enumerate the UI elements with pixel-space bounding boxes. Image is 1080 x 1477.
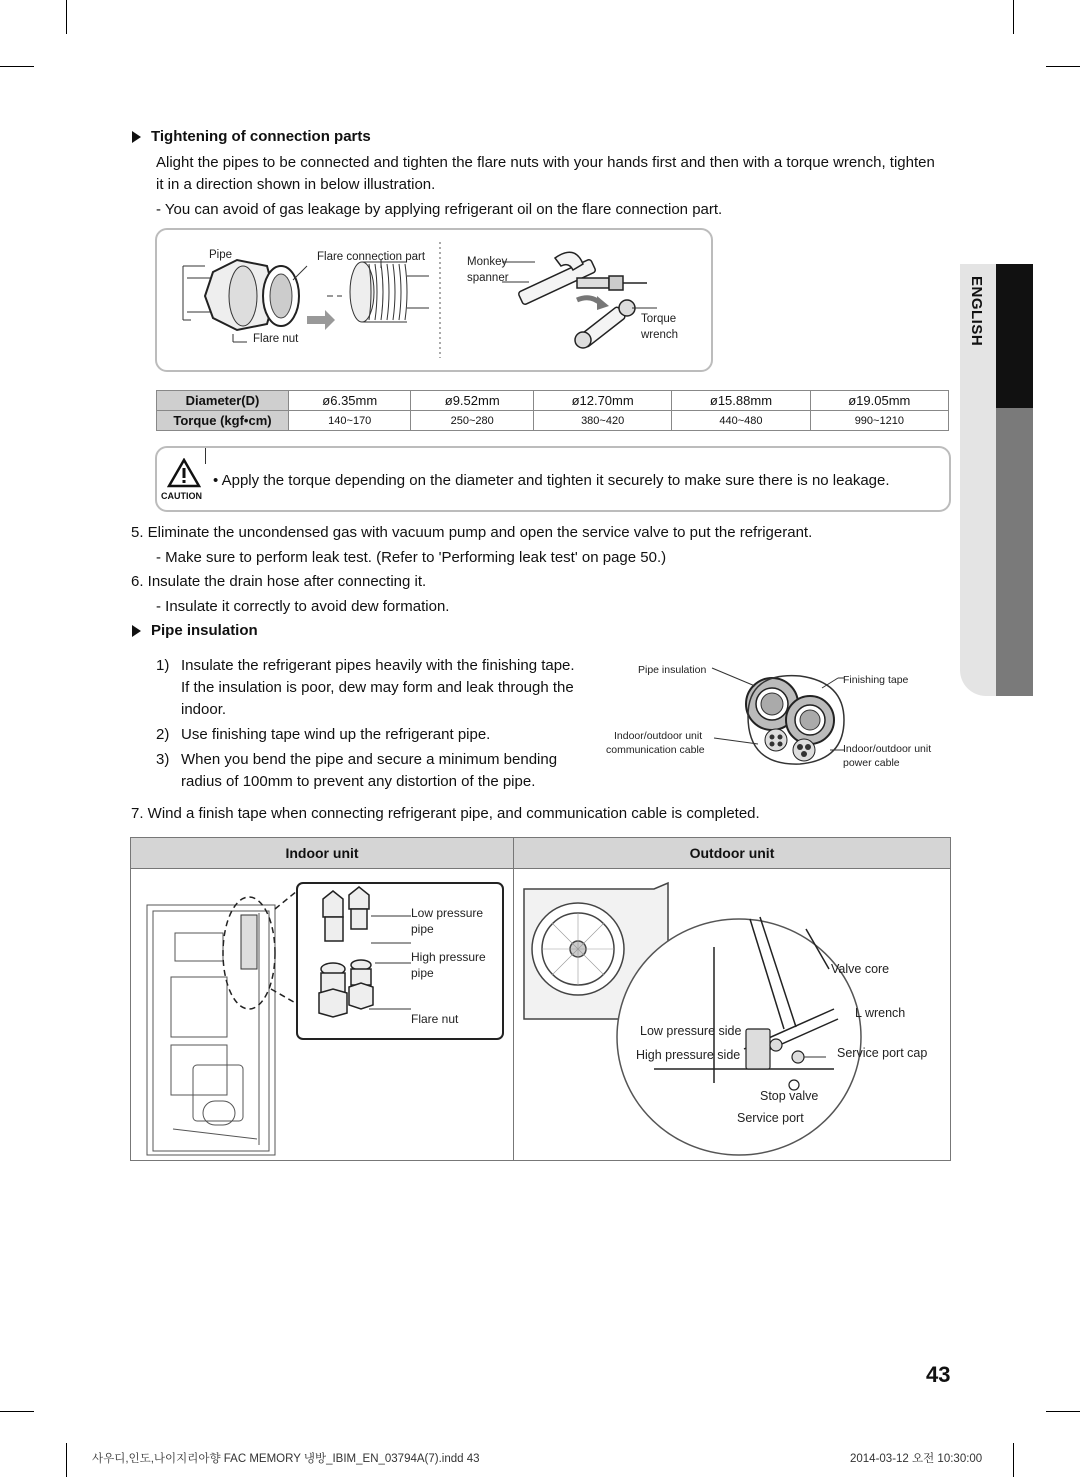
caution-text: • Apply the torque depending on the diameter and tighten it securely to make sure there is no leakage.: [213, 472, 890, 489]
label-comm-cable: Indoor/outdoor unit: [614, 730, 703, 742]
paragraph-line: it in a direction shown in below illustration.: [156, 176, 436, 193]
table-cell: ø19.05mm: [810, 391, 948, 411]
item-text: If the insulation is poor, dew may form and leak through the: [181, 679, 574, 696]
label-flare-nut: Flare nut: [253, 333, 299, 345]
table-cell: 990~1210: [810, 411, 948, 431]
label-high-pressure-side: High pressure side: [636, 1048, 741, 1062]
table-row: [157, 411, 949, 431]
label-finishing-tape: Finishing tape: [843, 674, 909, 686]
table-cell: ø12.70mm: [533, 391, 671, 411]
triangle-bullet-icon: [132, 131, 141, 143]
flare-diagram: [157, 230, 711, 370]
step-7: 7. Wind a finish tape when connecting refrigerant pipe, and communication cable is completed.: [131, 805, 760, 822]
section-heading: Pipe insulation: [132, 622, 258, 639]
label-flare-connection-part: Flare connection part: [317, 251, 426, 263]
crop-mark: [66, 0, 67, 34]
label-power-cable: Indoor/outdoor unit: [843, 743, 932, 755]
table-cell: ø9.52mm: [411, 391, 533, 411]
label-comm-cable: communication cable: [606, 744, 705, 756]
label-torque: Torque: [641, 313, 677, 325]
table-row: [157, 391, 949, 411]
item-number: 2): [156, 726, 170, 743]
item-text: radius of 100mm to prevent any distortion of the pipe.: [181, 773, 536, 790]
label-service-port: Service port: [737, 1111, 804, 1125]
item-text: Insulate the refrigerant pipes heavily with the finishing tape.: [181, 657, 575, 674]
side-tab: [995, 264, 1033, 696]
page-number: 43: [926, 1362, 951, 1387]
item-text: indoor.: [181, 701, 227, 718]
footer-date: 2014-03-12 오전 10:30:00: [850, 1453, 983, 1465]
units-figure: [130, 837, 951, 1161]
item-number: 3): [156, 751, 170, 768]
item-number: 1): [156, 657, 170, 674]
step-5: 5. Eliminate the uncondensed gas with vacuum pump and open the service valve to put the refrigerant.: [131, 524, 813, 541]
label-pipe: Pipe: [209, 249, 233, 261]
item-text: When you bend the pipe and secure a minimum bending: [181, 751, 558, 768]
crop-mark: [1013, 1443, 1014, 1477]
label-wrench: wrench: [641, 329, 679, 341]
table-cell: 440~480: [672, 411, 810, 431]
step-6-note: - Insulate it correctly to avoid dew formation.: [156, 598, 450, 615]
section-heading: Tightening of connection parts: [132, 128, 371, 145]
paragraph-line: Alight the pipes to be connected and tighten the flare nuts with your hands first and then with a torque wrench, tighten: [156, 154, 935, 171]
table-cell: 140~170: [289, 411, 411, 431]
crop-mark: [1046, 1411, 1080, 1412]
label-service-port-cap: Service port cap: [837, 1046, 928, 1060]
label-low-pressure-side: Low pressure side: [640, 1024, 742, 1038]
label-low-pressure-pipe: pipe: [411, 922, 434, 936]
label-l-wrench: L wrench: [855, 1006, 906, 1020]
table-cell: 250~280: [411, 411, 533, 431]
warning-triangle-icon: [167, 458, 201, 488]
label-high-pressure-pipe: pipe: [411, 966, 434, 980]
note-line: - You can avoid of gas leakage by applying refrigerant oil on the flare connection part.: [156, 201, 723, 218]
table-cell: 380~420: [533, 411, 671, 431]
caution-label: CAUTION: [161, 491, 202, 501]
triangle-bullet-icon: [132, 625, 141, 637]
indoor-unit-header: Indoor unit: [131, 838, 514, 869]
crop-mark: [1013, 0, 1014, 34]
divider: [205, 448, 206, 464]
row-header-diameter: Diameter(D): [157, 391, 289, 411]
outdoor-unit-header: Outdoor unit: [514, 838, 950, 869]
label-spanner: spanner: [467, 272, 509, 284]
item-text: Use finishing tape wind up the refrigerant pipe.: [181, 726, 491, 743]
caution-box: [155, 446, 951, 512]
side-tab-label: ENGLISH: [968, 276, 985, 347]
label-valve-core: Valve core: [831, 962, 890, 976]
label-pipe-insulation: Pipe insulation: [638, 664, 707, 676]
label-power-cable: power cable: [843, 757, 900, 769]
label-low-pressure: Low pressure: [411, 906, 484, 920]
crop-mark: [0, 66, 34, 67]
footer-file: 사우디,인도,나이지리아향 FAC MEMORY 냉방_IBIM_EN_03794A(7).indd 43: [92, 1453, 480, 1465]
label-stop-valve: Stop valve: [760, 1089, 819, 1103]
torque-table: [156, 390, 949, 431]
label-monkey: Monkey: [467, 256, 508, 268]
label-high-pressure: High pressure: [411, 950, 486, 964]
table-cell: ø15.88mm: [672, 391, 810, 411]
label-flare-nut: Flare nut: [411, 1012, 459, 1026]
crop-mark: [0, 1411, 34, 1412]
crop-mark: [1046, 66, 1080, 67]
crop-mark: [66, 1443, 67, 1477]
row-header-torque: Torque (kgf•cm): [157, 411, 289, 431]
step-6: 6. Insulate the drain hose after connecting it.: [131, 573, 427, 590]
figure-flare-connection: [155, 228, 713, 372]
table-cell: ø6.35mm: [289, 391, 411, 411]
step-5-note: - Make sure to perform leak test. (Refer to 'Performing leak test' on page 50.): [156, 549, 667, 566]
